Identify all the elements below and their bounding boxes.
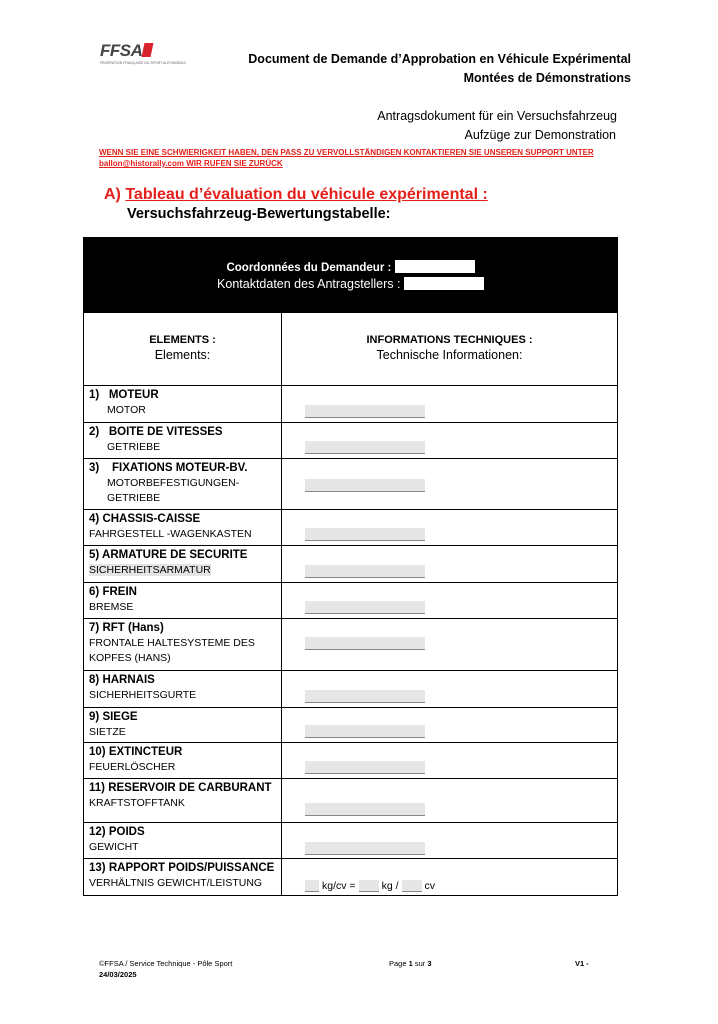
ratio-unit-kg: kg / (381, 880, 399, 892)
input-field[interactable] (305, 803, 425, 816)
item-de: BREMSE (89, 601, 134, 613)
version-label: V1 - (575, 959, 589, 968)
item-de: GETRIEBE (107, 441, 161, 453)
item-de: VERHÄLTNIS GEWICHT/LEISTUNG (89, 877, 263, 889)
col-elements-fr: ELEMENTS : (149, 334, 216, 346)
page-number: Page 1 sur 3 (389, 959, 432, 968)
item-fr: RAPPORT POIDS/PUISSANCE (108, 862, 275, 874)
input-field[interactable] (305, 565, 425, 578)
item-fr: CHASSIS-CAISSE (102, 513, 201, 525)
title-de-line2: Aufzüge zur Demonstration (464, 128, 616, 142)
ratio-unit-kgcv: kg/cv = (322, 880, 356, 892)
title-de-line1: Antragsdokument für ein Versuchsfahrzeug (377, 109, 617, 123)
table-row: 5) ARMATURE DE SECURITE SICHERHEITSARMATUR (84, 545, 617, 582)
ratio-unit-cv: cv (424, 880, 435, 892)
section-title: A) Tableau d’évaluation du véhicule expérimental : (104, 186, 488, 203)
table-row: 6) FREIN BREMSE (84, 582, 617, 618)
col-info-fr: INFORMATIONS TECHNIQUES : (366, 334, 533, 346)
item-fr: SIEGE (102, 711, 138, 723)
table-row: 7) RFT (Hans) FRONTALE HALTESYSTEME DES KOPFES (HANS) (84, 618, 617, 670)
table-row: 8) HARNAIS SICHERHEITSGURTE (84, 670, 617, 707)
item-de-line2: KOPFES (HANS) (89, 652, 171, 664)
table-row: 13) RAPPORT POIDS/PUISSANCE VERHÄLTNIS GEWICHT/LEISTUNG kg/cv = kg / cv (84, 858, 617, 895)
table-row: 2) BOITE DE VITESSES GETRIEBE (84, 422, 617, 458)
applicant-field-fr[interactable] (395, 260, 475, 273)
input-field[interactable] (305, 441, 425, 454)
col-elements-de: Elements: (154, 348, 211, 362)
ffsa-logo: FFSA FÉDÉRATION FRANÇAISE DU SPORT AUTOMOBILE (100, 41, 186, 65)
item-de: FRONTALE HALTESYSTEME DES (89, 637, 255, 649)
item-de: KRAFTSTOFFTANK (89, 797, 185, 809)
weight-input[interactable] (359, 880, 379, 892)
column-header-row (84, 312, 617, 385)
support-warning: WENN SIE EINE SCHWIERIGKEIT HABEN, DEN PASS ZU VERVOLLSTÄNDIGEN KONTAKTIEREN SIE UNSEREN SUPPORT UNTER ballon@historally.com WIR RUFEN SIE ZURÜCK (99, 148, 594, 168)
item-de: SICHERHEITSGURTE (89, 689, 197, 701)
item-de: FEUERLÖSCHER (89, 761, 176, 773)
input-field[interactable] (305, 842, 425, 855)
item-de: SIETZE (89, 726, 126, 738)
input-field[interactable] (305, 761, 425, 774)
input-field[interactable] (305, 405, 425, 418)
applicant-label-fr: Coordonnées du Demandeur : (226, 262, 392, 274)
input-field[interactable] (305, 601, 425, 614)
power-input[interactable] (402, 880, 422, 892)
item-de: SICHERHEITSARMATUR (89, 564, 211, 576)
item-de-line2: GETRIEBE (107, 492, 161, 504)
item-fr: HARNAIS (102, 674, 155, 686)
table-row: 4) CHASSIS-CAISSE FAHRGESTELL -WAGENKASTEN (84, 509, 617, 545)
item-fr: RESERVOIR DE CARBURANT (108, 782, 272, 794)
table-row: 12) POIDS GEWICHT (84, 822, 617, 858)
applicant-label-de: Kontaktdaten des Antragstellers : (217, 277, 401, 291)
item-fr: BOITE DE VITESSES (108, 426, 223, 438)
item-fr: FREIN (102, 586, 137, 598)
section-subtitle: Versuchsfahrzeug-Bewertungstabelle: (127, 206, 391, 222)
table-row: 9) SIEGE SIETZE (84, 707, 617, 742)
title-fr-line2: Montées de Démonstrations (463, 71, 631, 85)
item-fr: POIDS (108, 826, 145, 838)
footer-org: ©FFSA / Service Technique - Pôle Sport (99, 959, 233, 968)
item-de: MOTOR (107, 404, 146, 416)
title-fr-line1: Document de Demande d’Approbation en Véhicule Expérimental (248, 52, 631, 66)
ratio-field-group (305, 880, 435, 892)
input-field[interactable] (305, 690, 425, 703)
input-field[interactable] (305, 479, 425, 492)
input-field[interactable] (305, 528, 425, 541)
item-fr: ARMATURE DE SECURITE (102, 549, 248, 561)
logo-subtitle: FÉDÉRATION FRANÇAISE DU SPORT AUTOMOBILE (100, 61, 186, 65)
item-de: GEWICHT (89, 841, 139, 853)
applicant-header (84, 238, 617, 312)
weight-ratio-input[interactable] (305, 880, 319, 892)
table-row: 3) FIXATIONS MOTEUR-BV. MOTORBEFESTIGUNGEN- GETRIEBE (84, 458, 617, 509)
item-de: FAHRGESTELL -WAGENKASTEN (89, 528, 252, 540)
input-field[interactable] (305, 725, 425, 738)
footer-date: 24/03/2025 (99, 970, 137, 979)
item-fr: MOTEUR (108, 389, 159, 401)
col-info-de: Technische Informationen: (376, 348, 523, 362)
item-fr: FIXATIONS MOTEUR-BV. (112, 462, 248, 474)
applicant-field-de[interactable] (404, 277, 484, 290)
item-fr: RFT (Hans) (102, 622, 164, 634)
table-row: 1) MOTEUR MOTOR (84, 385, 617, 422)
footer-left (99, 958, 232, 980)
evaluation-table (83, 237, 618, 896)
input-field[interactable] (305, 637, 425, 650)
table-row: 10) EXTINCTEUR FEUERLÖSCHER (84, 742, 617, 778)
table-row: 11) RESERVOIR DE CARBURANT KRAFTSTOFFTANK (84, 778, 617, 822)
item-fr: EXTINCTEUR (108, 746, 183, 758)
item-de: MOTORBEFESTIGUNGEN- (107, 477, 240, 489)
